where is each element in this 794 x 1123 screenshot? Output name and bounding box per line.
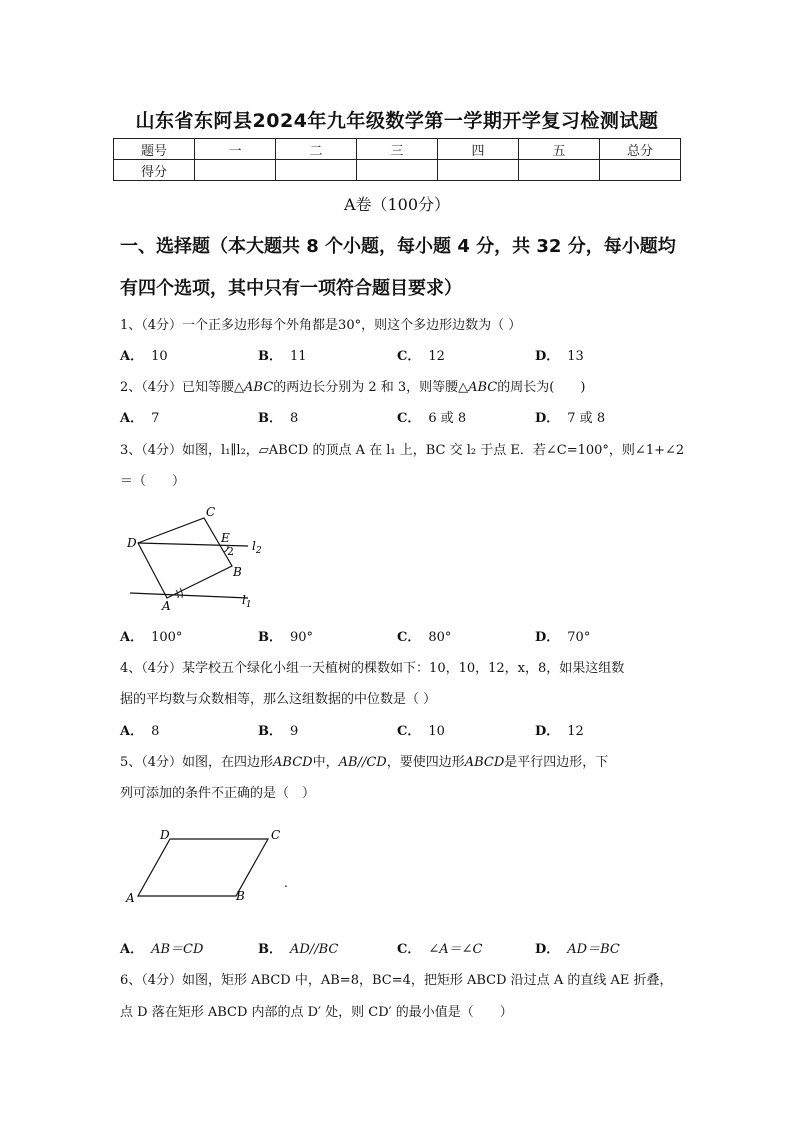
option-letter: C． bbox=[397, 724, 421, 739]
figure-label-2: 2 bbox=[227, 545, 234, 558]
option-letter: B． bbox=[258, 411, 282, 426]
option-letter: A． bbox=[120, 942, 144, 957]
part-heading-line1: 一、选择题（本大题共 8 个小题，每小题 4 分，共 32 分，每小题均 bbox=[120, 236, 676, 257]
angle-1-arc bbox=[180, 588, 182, 598]
stem-text: 2、（4分）已知等腰△ bbox=[120, 380, 245, 395]
option-text: 70° bbox=[567, 630, 591, 645]
figure-label-a: A bbox=[126, 891, 135, 905]
parallel-condition: AB//CD bbox=[338, 755, 387, 770]
option-text: ∠A＝∠C bbox=[428, 942, 483, 957]
question-2-option-b[interactable] bbox=[258, 407, 298, 426]
question-1-option-d[interactable] bbox=[535, 345, 584, 364]
option-text: 13 bbox=[567, 349, 584, 364]
section-heading: A卷（100分） bbox=[343, 195, 451, 214]
option-text: 7 或 8 bbox=[567, 411, 606, 426]
question-3-option-b[interactable] bbox=[258, 626, 313, 645]
score-table-cell: 二 bbox=[276, 139, 357, 160]
quadrilateral-name: ABCD bbox=[273, 755, 313, 770]
figure-label-b: B bbox=[236, 889, 245, 903]
score-input-cell[interactable] bbox=[438, 160, 519, 181]
page-title: 山东省东阿县2024年九年级数学第一学期开学复习检测试题 bbox=[135, 110, 659, 132]
question-4-option-c[interactable] bbox=[397, 720, 445, 739]
question-1-option-c[interactable] bbox=[397, 345, 445, 364]
option-letter: D． bbox=[535, 411, 560, 426]
triangle-name: ABC bbox=[244, 380, 274, 395]
option-text: AB＝CD bbox=[151, 942, 204, 957]
option-text: 7 bbox=[151, 411, 160, 426]
question-3-option-d[interactable] bbox=[535, 626, 590, 645]
score-table-score-row bbox=[114, 160, 681, 181]
option-text: AD//BC bbox=[290, 942, 339, 957]
score-table-cell: 一 bbox=[195, 139, 276, 160]
option-letter: B． bbox=[258, 349, 282, 364]
question-1-stem: 1、（4分）一个正多边形每个外角都是30°，则这个多边形边数为（ ） bbox=[120, 318, 522, 333]
option-letter: B． bbox=[258, 630, 282, 645]
option-letter: D． bbox=[535, 942, 560, 957]
question-2-option-d[interactable] bbox=[535, 407, 605, 426]
score-input-cell[interactable] bbox=[276, 160, 357, 181]
question-3-option-c[interactable] bbox=[397, 626, 451, 645]
question-1-option-b[interactable] bbox=[258, 345, 307, 364]
score-input-cell[interactable] bbox=[195, 160, 276, 181]
score-table bbox=[113, 138, 681, 181]
question-4-option-d[interactable] bbox=[535, 720, 584, 739]
line-l1 bbox=[130, 593, 248, 598]
question-2-option-a[interactable] bbox=[120, 407, 159, 426]
question-4-stem-line2: 据的平均数与众数相等，那么这组数据的中位数是（ ） bbox=[120, 692, 437, 707]
option-letter: C． bbox=[397, 630, 421, 645]
question-6-stem-line2: 点 D 落在矩形 ABCD 内部的点 D′ 处，则 CD′ 的最小值是（ ） bbox=[120, 1005, 513, 1020]
option-text: 8 bbox=[290, 411, 299, 426]
figure-label-a: A bbox=[162, 599, 171, 613]
option-text: 11 bbox=[290, 349, 307, 364]
score-table-cell: 总分 bbox=[600, 139, 681, 160]
question-5-option-d[interactable] bbox=[535, 938, 620, 957]
option-letter: A． bbox=[120, 630, 144, 645]
score-table-cell: 题号 bbox=[114, 139, 195, 160]
score-table-header-row bbox=[114, 139, 681, 160]
option-text: 100° bbox=[151, 630, 183, 645]
figure-label-l2-letter: l bbox=[252, 539, 256, 553]
question-3-figure bbox=[120, 500, 280, 615]
option-text: 10 bbox=[428, 724, 445, 739]
option-letter: B． bbox=[258, 724, 282, 739]
option-letter: A． bbox=[120, 349, 144, 364]
option-letter: D． bbox=[535, 349, 560, 364]
parallelogram-abcd bbox=[138, 839, 268, 896]
option-text: 80° bbox=[428, 630, 452, 645]
option-text: AD＝BC bbox=[567, 942, 620, 957]
option-text: 90° bbox=[290, 630, 314, 645]
stem-text: 的两边长分别为 2 和 3，则等腰△ bbox=[273, 380, 469, 395]
question-4-stem-line1: 4、（4分）某学校五个绿化小组一天植树的棵数如下：10，10，12，x，8，如果这组数 bbox=[120, 661, 625, 676]
stem-text: 中， bbox=[312, 755, 339, 770]
figure-label-e: E bbox=[221, 531, 230, 545]
option-letter: C． bbox=[397, 942, 421, 957]
stem-text: ，要使四边形 bbox=[386, 755, 465, 770]
score-input-cell[interactable] bbox=[357, 160, 438, 181]
question-5-option-c[interactable] bbox=[397, 938, 482, 957]
part-heading-line2: 有四个选项，其中只有一项符合题目要求） bbox=[120, 278, 462, 299]
option-letter: C． bbox=[397, 411, 421, 426]
figure-label-l1 bbox=[242, 593, 252, 610]
figure-label-c: C bbox=[271, 828, 281, 842]
option-letter: C． bbox=[397, 349, 421, 364]
question-2-stem bbox=[120, 376, 585, 395]
question-5-option-a[interactable] bbox=[120, 938, 203, 957]
figure-label-b: B bbox=[233, 565, 242, 579]
option-text: 8 bbox=[151, 724, 160, 739]
stem-text: 的周长为( ) bbox=[497, 380, 586, 395]
figure-label-d: D bbox=[127, 536, 137, 550]
option-text: 10 bbox=[151, 349, 168, 364]
question-2-option-c[interactable] bbox=[397, 407, 466, 426]
figure-label-l2 bbox=[252, 539, 262, 556]
option-letter: B． bbox=[258, 942, 282, 957]
option-letter: D． bbox=[535, 724, 560, 739]
option-text: 9 bbox=[290, 724, 299, 739]
option-text: 12 bbox=[567, 724, 584, 739]
question-5-stem-line2: 列可添加的条件不正确的是（ ） bbox=[120, 786, 316, 801]
question-5-figure bbox=[120, 825, 300, 910]
figure-label-c: C bbox=[206, 505, 216, 519]
option-text: 6 或 8 bbox=[428, 411, 467, 426]
option-letter: D． bbox=[535, 630, 560, 645]
stem-text: 5、（4分）如图，在四边形 bbox=[120, 755, 274, 770]
score-table-cell: 四 bbox=[438, 139, 519, 160]
quadrilateral-name: ABCD bbox=[464, 755, 505, 770]
question-3-option-a[interactable] bbox=[120, 626, 182, 645]
figure-label-l1-letter: l bbox=[242, 593, 246, 607]
question-4-option-b[interactable] bbox=[258, 720, 298, 739]
question-5-stem-line1 bbox=[120, 751, 608, 770]
score-input-cell[interactable] bbox=[600, 160, 681, 181]
stem-text: 是平行四边形，下 bbox=[504, 755, 609, 770]
figure-label-l2-subscript: 2 bbox=[255, 546, 262, 556]
option-letter: A． bbox=[120, 411, 144, 426]
option-text: 12 bbox=[428, 349, 445, 364]
score-table-cell: 得分 bbox=[114, 160, 195, 181]
question-3-stem-line2: ＝（ ） bbox=[120, 474, 186, 489]
figure-dot: . bbox=[284, 876, 288, 890]
question-3-stem-line1: 3、（4分）如图，l₁∥l₂，▱ABCD 的顶点 A 在 l₁ 上，BC 交 l₂ 于点 E．若∠C=100°，则∠1+∠2 bbox=[120, 443, 685, 458]
figure-label-d: D bbox=[160, 828, 170, 842]
question-6-stem-line1: 6、（4分）如图，矩形 ABCD 中，AB=8，BC=4，把矩形 ABCD 沿过点 A 的直线 AE 折叠， bbox=[120, 973, 673, 988]
question-5-option-b[interactable] bbox=[258, 938, 338, 957]
parallelogram-abcd bbox=[138, 518, 232, 598]
triangle-name: ABC bbox=[468, 380, 498, 395]
score-input-cell[interactable] bbox=[519, 160, 600, 181]
question-1-option-a[interactable] bbox=[120, 345, 168, 364]
score-table-cell: 三 bbox=[357, 139, 438, 160]
question-4-option-a[interactable] bbox=[120, 720, 159, 739]
option-letter: A． bbox=[120, 724, 144, 739]
score-table-cell: 五 bbox=[519, 139, 600, 160]
figure-label-l1-subscript: 1 bbox=[245, 600, 252, 610]
